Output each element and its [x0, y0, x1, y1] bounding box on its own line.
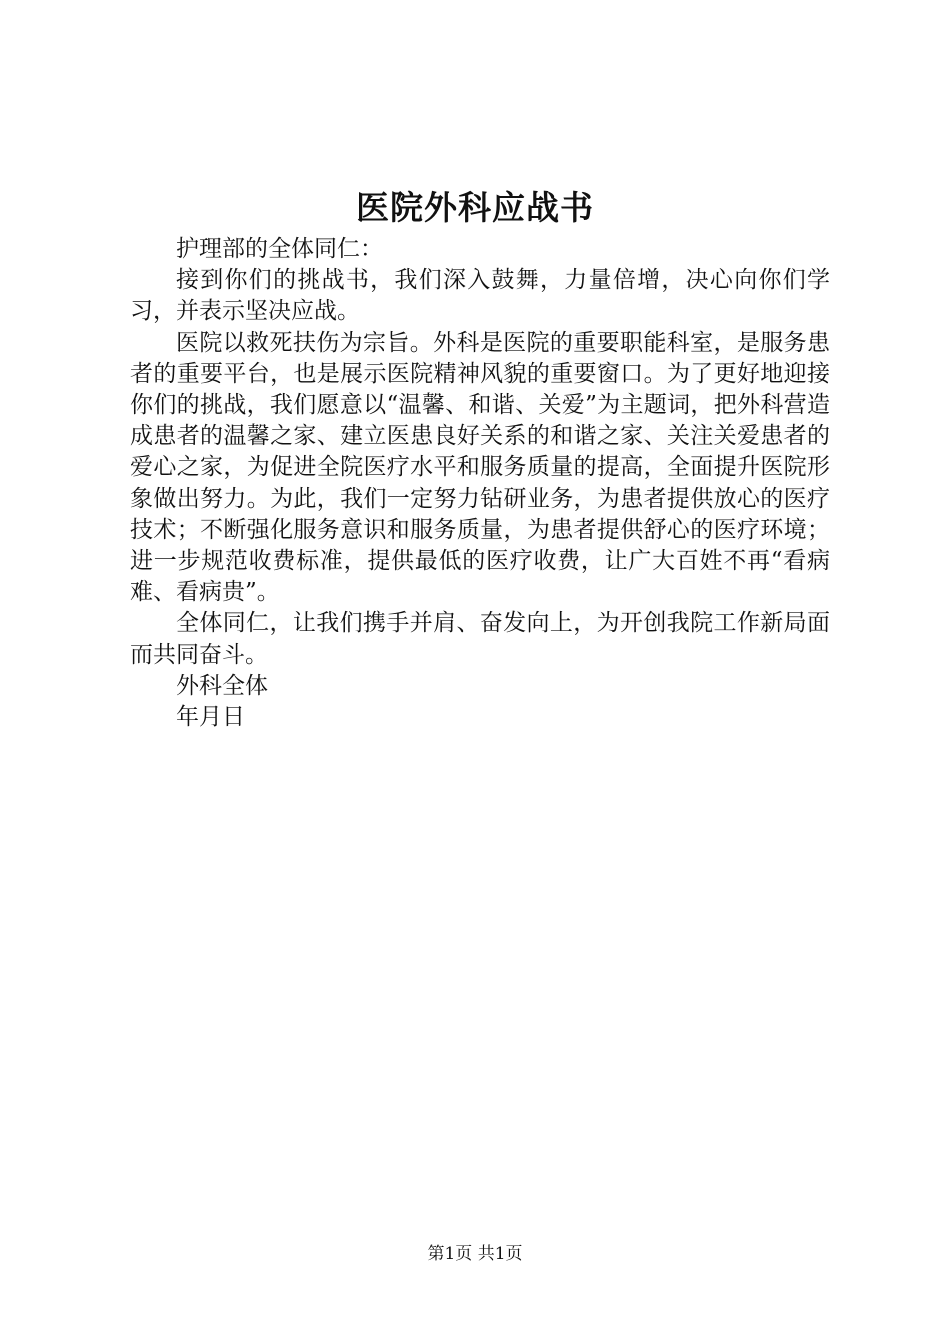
document-body	[130, 234, 830, 733]
paragraph-3: 全体同仁，让我们携手并肩、奋发向上，为开创我院工作新局面而共同奋斗。	[130, 610, 830, 668]
salutation: 护理部的全体同仁：	[176, 236, 383, 262]
date-line: 年月日	[176, 704, 245, 731]
page-footer: 第1页 共1页	[427, 1244, 523, 1264]
signature: 外科全体	[176, 672, 268, 699]
paragraph-2: 医院以救死扶伤为宗旨。外科是医院的重要职能科室，是服务患者的重要平台，也是展示医院精神风貌的重要窗口。为了更好地迎接你们的挑战，我们愿意以“温馨、和谐、关爱”为主题词，把外科营造成患者的温馨之家、建立医患良好关系的和谐之家、关注关爱患者的爱心之家，为促进全院医疗水平和服务质量的提高，全面提升医院形象做出努力。为此，我们一定努力钻研业务，为患者提供放心的医疗技术；不断强化服务意识和服务质量，为患者提供舒心的医疗环境；进一步规范收费标准，提供最低的医疗收费，让广大百姓不再“看病难、看病贵”。	[130, 329, 830, 606]
paragraph-1: 接到你们的挑战书，我们深入鼓舞，力量倍增，决心向你们学习，并表示坚决应战。	[130, 267, 830, 325]
document-title: 医院外科应战书	[356, 188, 594, 227]
